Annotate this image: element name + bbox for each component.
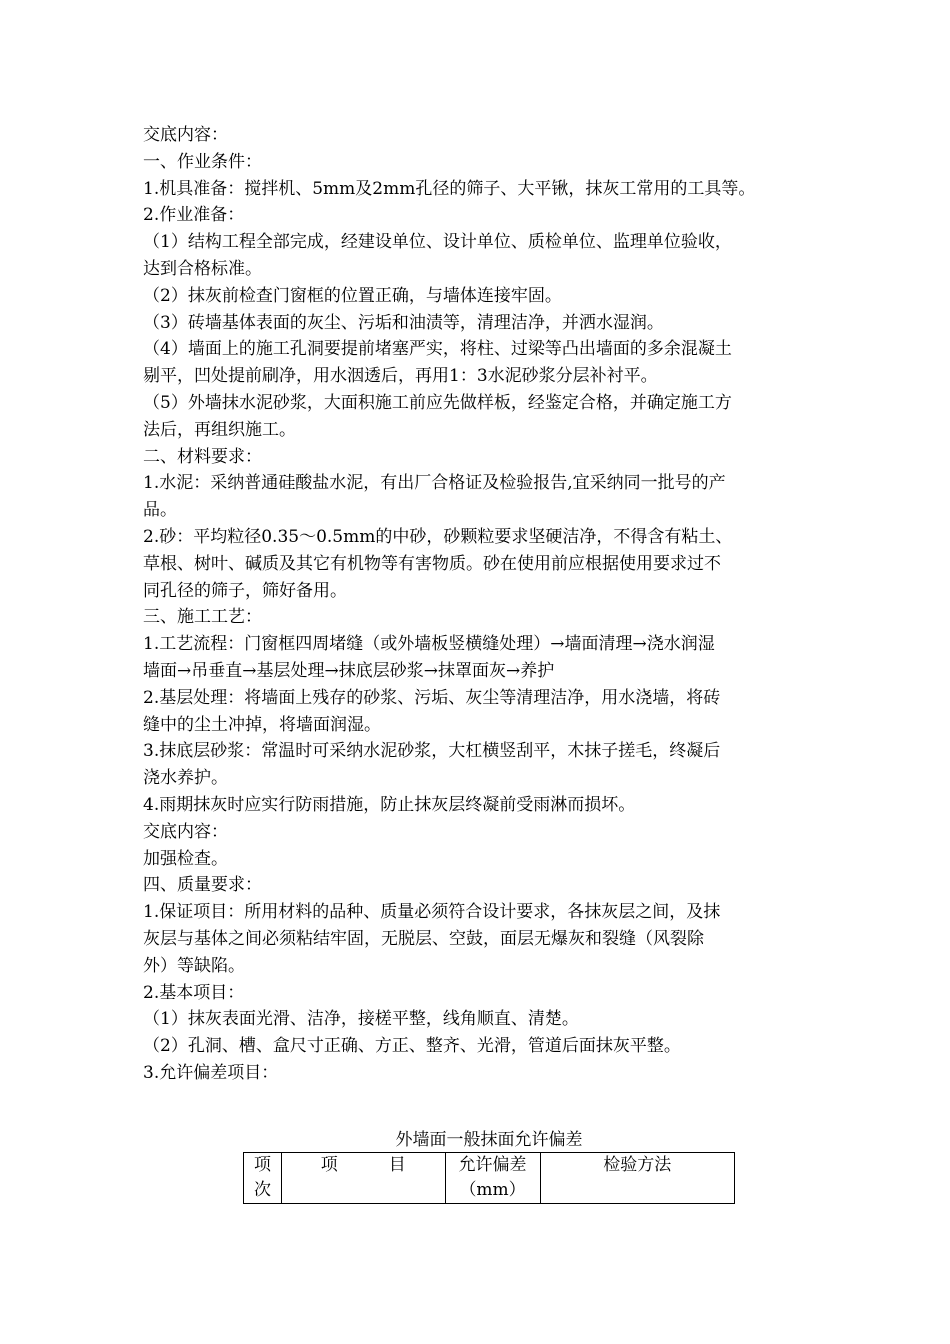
header-cell-item <box>281 1153 445 1204</box>
text-line: 灰层与基体之间必须粘结牢固，无脱层、空鼓，面层无爆灰和裂缝（风裂除 <box>143 928 704 949</box>
text-line: 草根、树叶、碱质及其它有机物等有害物质。砂在使用前应根据使用要求过不 <box>143 553 721 574</box>
text-line: （2）孔洞、槽、盒尺寸正确、方正、整齐、光滑，管道后面抹灰平整。 <box>143 1036 681 1057</box>
section-heading: 一、作业条件： <box>143 151 262 172</box>
text-line: 剔平，凹处提前刷净，用水洇透后，再用1：3水泥砂浆分层补衬平。 <box>143 366 658 387</box>
text-line: 同孔径的筛子，筛好备用。 <box>143 580 347 601</box>
text-line: 达到合格标准。 <box>143 258 262 279</box>
text-line: 1.保证项目：所用材料的品种、质量必须符合设计要求，各抹灰层之间，及抹 <box>143 902 721 923</box>
text-line: （4）墙面上的施工孔洞要提前堵塞严实，将柱、过梁等凸出墙面的多余混凝土 <box>143 339 732 360</box>
header-cell-method <box>540 1153 734 1204</box>
text-line: 品。 <box>143 500 177 521</box>
text-line: 1.水泥：采纳普通硅酸盐水泥，有出厂合格证及检验报告,宜采纳同一批号的产 <box>143 473 726 494</box>
text-line: （3）砖墙基体表面的灰尘、污垢和油渍等，清理洁净，并洒水湿润。 <box>143 312 664 333</box>
table-caption: 外墙面一般抹面允许偏差 <box>395 1130 583 1150</box>
text-line: 2.砂：平均粒径0.35～0.5mm的中砂，砂颗粒要求坚硬洁净，不得含有粘土、 <box>143 526 733 547</box>
section-heading: 三、施工工艺： <box>143 607 262 628</box>
text-line: 法后，再组织施工。 <box>143 419 296 440</box>
text-line: 3.允许偏差项目： <box>143 1062 279 1083</box>
table-header-row <box>244 1153 735 1204</box>
header-tolerance-line2: （mm） <box>459 1180 526 1200</box>
header-tolerance-line1: 允许偏差 <box>458 1155 527 1175</box>
text-line: 浇水养护。 <box>143 768 228 789</box>
section-heading: 四、质量要求： <box>143 875 262 896</box>
text-line: （1）抹灰表面光滑、洁净，接槎平整，线角顺直、清楚。 <box>143 1009 579 1030</box>
header-index-line1: 项 <box>253 1155 271 1175</box>
text-line: 外）等缺陷。 <box>143 955 245 976</box>
header-index-line2: 次 <box>253 1180 271 1200</box>
header-method-label: 检验方法 <box>603 1155 672 1175</box>
text-line: 缝中的尘土冲掉，将墙面润湿。 <box>143 714 381 735</box>
text-line: 4.雨期抹灰时应实行防雨措施，防止抹灰层终凝前受雨淋而损坏。 <box>143 794 636 815</box>
tolerance-table <box>243 1152 735 1204</box>
text-line: 交底内容： <box>143 125 228 145</box>
text-line: 1.工艺流程：门窗框四周堵缝（或外墙板竖横缝处理）→墙面清理→浇水润湿 <box>143 634 715 655</box>
text-line: 墙面→吊垂直→基层处理→抹底层砂浆→抹罩面灰→养护 <box>143 660 555 681</box>
text-line: 3.抹底层砂浆：常温时可采纳水泥砂浆，大杠横竖刮平，木抹子搓毛，终凝后 <box>143 741 721 762</box>
text-line: （5）外墙抹水泥砂浆，大面积施工前应先做样板，经鉴定合格，并确定施工方 <box>143 392 732 413</box>
text-line: 加强检查。 <box>143 848 228 869</box>
document-body <box>143 122 813 1087</box>
text-line: （2）抹灰前检查门窗框的位置正确，与墙体连接牢固。 <box>143 285 562 306</box>
text-line: （1）结构工程全部完成，经建设单位、设计单位、质检单位、监理单位验收， <box>143 232 732 253</box>
text-line: 2.基本项目： <box>143 982 245 1003</box>
header-cell-tolerance <box>445 1153 540 1204</box>
text-line: 交底内容： <box>143 821 228 842</box>
text-line: 1.机具准备：搅拌机、5mm及2mm孔径的筛子、大平锹，抹灰工常用的工具等。 <box>143 178 756 199</box>
text-line: 2.作业准备： <box>143 205 245 226</box>
header-cell-index <box>244 1153 282 1204</box>
header-item-label: 项 目 <box>320 1155 406 1175</box>
section-heading: 二、材料要求： <box>143 446 262 467</box>
text-line: 2.基层处理：将墙面上残存的砂浆、污垢、灰尘等清理洁净，用水浇墙，将砖 <box>143 687 721 708</box>
